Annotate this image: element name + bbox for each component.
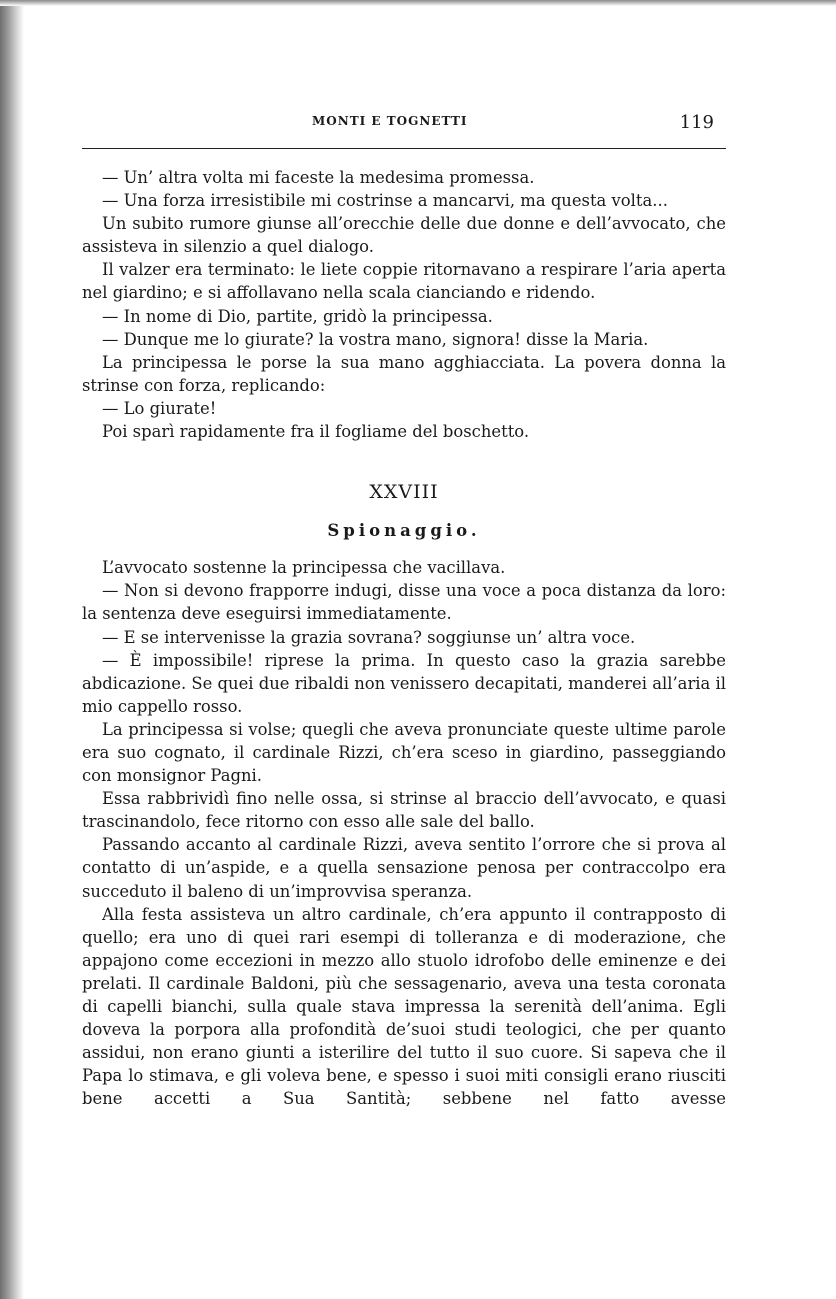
- header-rule: [82, 148, 726, 149]
- paragraph: — Un’ altra volta mi faceste la medesima promessa.: [102, 168, 535, 187]
- page-header: [82, 108, 726, 140]
- paragraph: — E se intervenisse la grazia sovrana? soggiunse un’ altra voce.: [102, 627, 636, 647]
- paragraph: Il valzer era terminato: le liete coppie ritornavano a respirare l’aria aperta nel giardino; e si affollavano nella scala cianciando e ridendo.: [82, 260, 726, 303]
- page-number: 119: [679, 112, 714, 133]
- paragraph: Un subito rumore giunse all’orecchie delle due donne e dell’avvocato, che assisteva in silenzio a quel dialogo.: [82, 214, 726, 257]
- paragraph: Poi sparì rapidamente fra il fogliame del boschetto.: [102, 422, 530, 442]
- body-text: [82, 166, 726, 1110]
- page-edge-shadow: [0, 0, 24, 1299]
- paragraph: — In nome di Dio, partite, gridò la principessa.: [102, 306, 493, 326]
- chapter-number: XXVIII: [369, 481, 439, 504]
- paragraph: Essa rabbrividì fino nelle ossa, si strinse al braccio dell’avvocato, e quasi trascinandolo, fece ritorno con esso alle sale del ballo.: [82, 789, 726, 832]
- paragraph: Passando accanto al cardinale Rizzi, aveva sentito l’orrore che si prova al contatto di un’aspide, e a quella sensazione penosa per contraccolpo era succeduto il baleno di un’improvvisa speranza.: [82, 835, 726, 901]
- paragraph: La principessa si volse; quegli che aveva pronunciate queste ultime parole era suo cognato, il cardinale Rizzi, ch’era sceso in giardino, passeggiando con monsignor Pagni.: [82, 719, 726, 786]
- chapter-title: Spionaggio.: [327, 521, 481, 541]
- paragraph: — Una forza irresistibile mi costrinse a mancarvi, ma questa volta...: [102, 191, 668, 211]
- paragraph: Alla festa assisteva un altro cardinale, ch’era appunto il contrapposto di quello; era uno di quei rari esempi di tolleranza e di moderazione, che appajono come eccezioni in mezzo allo stuolo idrofobo delle eminenze e dei prelati. Il cardinale Baldoni, più che sessagenario, aveva una testa coronata di capelli bianchi, sulla quale stava impressa la serenità dell’anima. Egli doveva la porpora alla profondità de’suoi studi teologici, che per quanto assidui, non erano giunti a isterilire del tutto il suo cuore. Si sapeva che il Papa lo stimava, e gli voleva bene, e spesso i suoi miti consigli erano riusciti bene accetti a Sua Santità; sebbene nel fatto avesse: [82, 904, 726, 1109]
- paragraph: — È impossibile! riprese la prima. In questo caso la grazia sarebbe abdicazione. Se quei due ribaldi non venissero decapitati, manderei all’aria il mio cappello rosso.: [82, 650, 726, 716]
- paragraph: — Non si devono frapporre indugi, disse una voce a poca distanza da loro: la sentenza deve eseguirsi immediatamente.: [82, 581, 726, 624]
- paragraph: — Dunque me lo giurate? la vostra mano, signora! disse la Maria.: [102, 329, 649, 349]
- book-page: [82, 108, 726, 1109]
- running-title: MONTI E TOGNETTI: [312, 114, 468, 128]
- paragraph: — Lo giurate!: [102, 398, 217, 418]
- page-top-shadow: [0, 0, 836, 6]
- paragraph: L’avvocato sostenne la principessa che vacillava.: [102, 558, 506, 578]
- paragraph: La principessa le porse la sua mano agghiacciata. La povera donna la strinse con forza, replicando:: [82, 352, 726, 395]
